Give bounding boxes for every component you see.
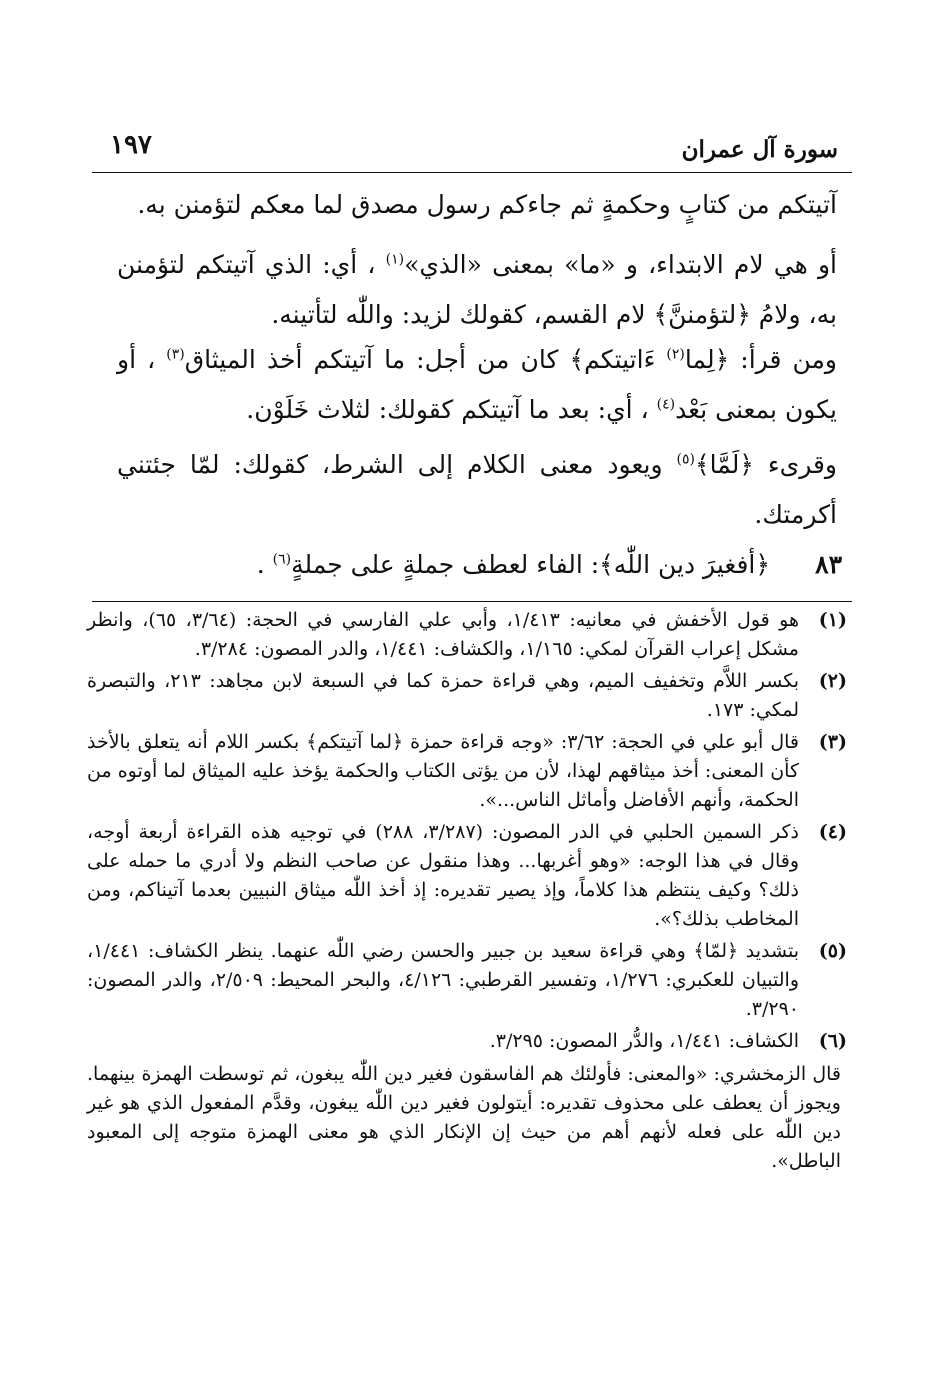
footnote-6	[87, 1027, 847, 1056]
paragraph-2-text-b: ، أي: الذي آتيتكم لتؤمنن به، ولامُ ﴿لتؤمننَّ﴾ لام القسم، كقولك لزيد: واللّٰه لتأتينه.	[117, 250, 837, 329]
paragraph-2	[117, 240, 837, 340]
footnote-1	[87, 606, 847, 664]
footnote-ref-1[interactable]: (١)	[385, 251, 405, 268]
paragraph-3-text-a: ومن قرأ: ﴿لِما	[684, 345, 838, 374]
footnote-ref-2[interactable]: (٢)	[666, 346, 685, 363]
footnote-5	[87, 937, 847, 1024]
paragraph-4-text-a: وقرىء ﴿لَمَّا﴾	[694, 450, 838, 479]
paragraph-3-text-d: ، أي: بعد ما آتيتكم كقولك: لثلاث خَلَوْن.	[246, 395, 649, 424]
footnote-3	[87, 728, 847, 815]
page-header	[92, 128, 852, 173]
footnote-2	[87, 667, 847, 725]
footnote-number: (٣)	[818, 731, 847, 753]
paragraph-3-text-b: ءَاتيتكم﴾ كان من أجل: ما آتيتكم أخذ الميثاق	[184, 345, 656, 374]
paragraph-4	[117, 440, 837, 540]
footnote-divider	[92, 601, 852, 602]
footnotes	[87, 606, 847, 1176]
footnote-number: (٤)	[818, 821, 847, 843]
footnote-text: هو قول الأخفش في معانيه: ١/٤١٣، وأبي علي الفارسي في الحجة: (٣/٦٤، ٦٥)، وانظر مشكل إعراب القرآن لمكي: ١/١٦٥، والكشاف: ١/٤٤١، والدر المصون: ٣/٢٨٤.	[87, 609, 800, 660]
footnote-number: (٢)	[818, 670, 847, 692]
footnote-number: (٥)	[818, 940, 847, 962]
paragraph-3-text-c: ، أو يكون بمعنى بَعْد	[117, 345, 837, 424]
footnote-ref-4[interactable]: (٤)	[656, 396, 676, 413]
surah-title: سورة آل عمران	[681, 136, 838, 163]
footnote-6-continuation: قال الزمخشري: «والمعنى: فأولئك هم الفاسقون فغير دين اللّٰه يبغون، ثم توسطت الهمزة بينهما. ويجوز أن يعطف على محذوف تقديره: أيتولون فغير دين اللّٰه يبغون، وقدَّم المفعول الذي هو غير دين اللّٰه على فعله لأنهم أهم من حيث إن الإنكار الذي هو معنى الهمزة متوجه إلى المعبود الباطل».	[87, 1063, 841, 1172]
paragraph-1-text: آتيتكم من كتابٍ وحكمةٍ ثم جاءكم رسول مصدق لما معكم لتؤمنن به.	[137, 190, 837, 219]
verse-number: ٨٣	[815, 550, 842, 579]
paragraph-4-text-b: ويعود معنى الكلام إلى الشرط، كقولك: لمّا جئتني أكرمتك.	[117, 450, 837, 529]
paragraph-1	[117, 180, 837, 230]
footnote-ref-5[interactable]: (٥)	[676, 451, 695, 468]
footnote-number: (١)	[818, 609, 847, 631]
verse-text	[257, 543, 770, 587]
verse-quote: ﴿أفغيرَ دين اللّٰه﴾: الفاء لعطف جملةٍ على جملةٍ	[291, 550, 770, 579]
footnote-text: بتشديد ﴿لمّا﴾ وهي قراءة سعيد بن جبير والحسن رضي اللّٰه عنهما. ينظر الكشاف: ١/٤٤١، والتبيان للعكبري: ١/٢٧٦، وتفسير القرطبي: ٤/١٢٦، والبحر المحيط: ٢/٥٠٩، والدر المصون: ٣/٢٩٠.	[87, 940, 800, 1020]
paragraph-2-text-a: أو هي لام الابتداء، و «ما» بمعنى «الذي»	[404, 250, 837, 279]
footnote-text: ذكر السمين الحلبي في الدر المصون: (٣/٢٨٧، ٢٨٨) في توجيه هذه القراءة أربعة أوجه، وقال في هذا الوجه: «وهو أغربها... وهذا منقول عن صاحب النظم ولا أدري ما حمله على ذلك؟ وكيف ينتظم هذا كلاماً، وإذ يصير تقديره: إذ أخذ اللّٰه ميثاق النبيين بعدما آتيناكم، ومن المخاطب بذلك؟».	[87, 821, 799, 930]
page-number: ١٩٧	[110, 130, 152, 160]
footnote-text: بكسر اللاَّم وتخفيف الميم، وهي قراءة حمزة كما في السبعة لابن مجاهد: ٢١٣، والتبصرة لمكي: ١٧٣.	[87, 670, 799, 721]
footnote-ref-3[interactable]: (٣)	[166, 346, 185, 363]
footnote-ref-6[interactable]: (٦)	[272, 551, 292, 568]
paragraph-3	[117, 335, 837, 435]
footnote-text: قال أبو علي في الحجة: ٣/٦٢: «وجه قراءة حمزة ﴿لما آتيتكم﴾ بكسر اللام أنه يتعلق بالأخذ كأن المعنى: أخذ ميثاقهم لهذا، لأن من يؤتى الكتاب والحكمة يؤخذ عليه الميثاق لما أوتوه من الحكمة، وأنهم الأفاضل وأماثل الناس...».	[87, 731, 799, 811]
footnote-number: (٦)	[818, 1030, 847, 1052]
footnote-text: الكشاف: ١/٤٤١، والدُّر المصون: ٣/٢٩٥.	[489, 1030, 799, 1052]
footnote-4	[87, 818, 847, 934]
verse-end: .	[256, 550, 265, 579]
